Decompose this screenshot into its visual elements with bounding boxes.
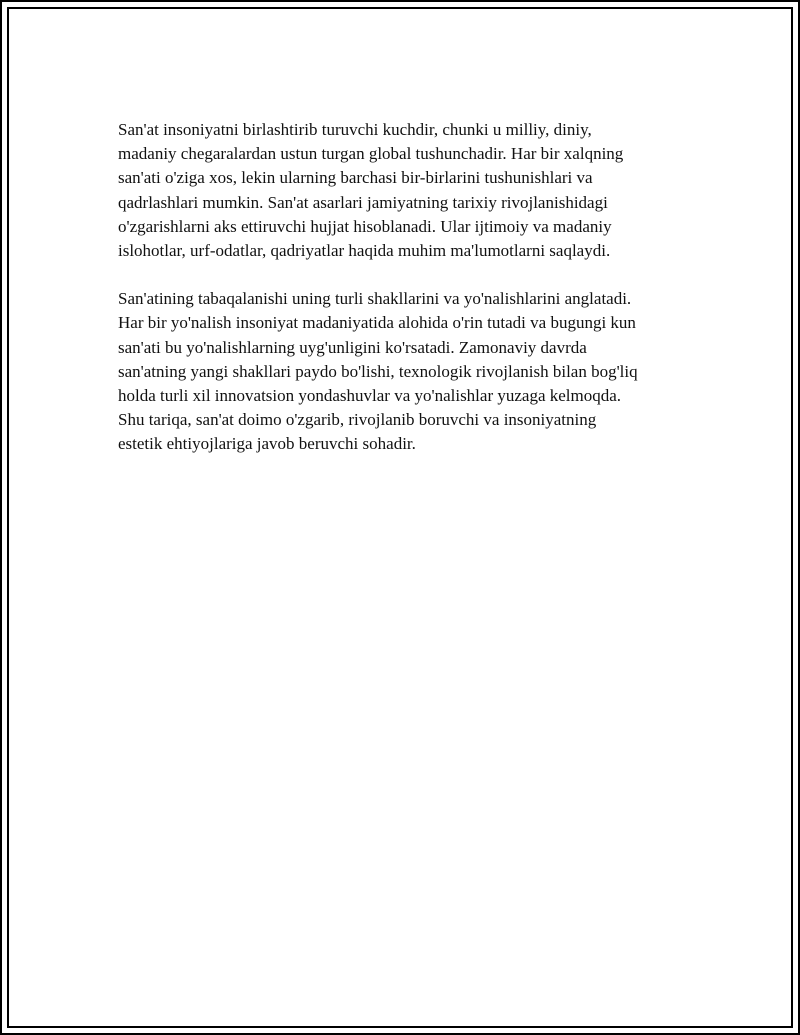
paragraph-2: [118, 287, 698, 456]
text-line: Shu tariqa, san'at doimo o'zgarib, rivojlanib boruvchi va insoniyatning: [118, 410, 597, 430]
document-body: [118, 118, 698, 457]
text-line: San'at insoniyatni birlashtirib turuvchi kuchdir, chunki u milliy, diniy,: [118, 120, 592, 139]
text-line: o'zgarishlarni aks ettiruvchi hujjat hisoblanadi. Ular ijtimoiy va madaniy: [118, 216, 612, 236]
text-line: holda turli xil innovatsion yondashuvlar va yo'nalishlar yuzaga kelmoqda.: [118, 386, 622, 406]
paragraph-1: [118, 118, 698, 263]
text-line: san'ati o'ziga xos, lekin ularning barchasi bir-birlarini tushunishlari va: [118, 168, 593, 188]
text-line: san'atning yangi shakllari paydo bo'lishi, texnologik rivojlanish bilan bog'liq: [118, 361, 638, 381]
text-line: san'ati bu yo'nalishlarning uyg'unligini ko'rsatadi. Zamonaviy davrda: [118, 337, 587, 357]
text-line: qadrlashlari mumkin. San'at asarlari jamiyatning tarixiy rivojlanishidagi: [118, 192, 608, 212]
text-line: islohotlar, urf-odatlar, qadriyatlar haqida muhim ma'lumotlarni saqlaydi.: [118, 241, 611, 261]
text-line: Har bir yo'nalish insoniyat madaniyatida alohida o'rin tutadi va bugungi kun: [118, 313, 636, 333]
text-line: San'atining tabaqalanishi uning turli shakllarini va yo'nalishlarini anglatadi.: [118, 289, 632, 309]
text-line: madaniy chegaralardan ustun turgan global tushunchadir. Har bir xalqning: [118, 144, 624, 164]
text-line: estetik ehtiyojlariga javob beruvchi sohadir.: [118, 434, 416, 454]
